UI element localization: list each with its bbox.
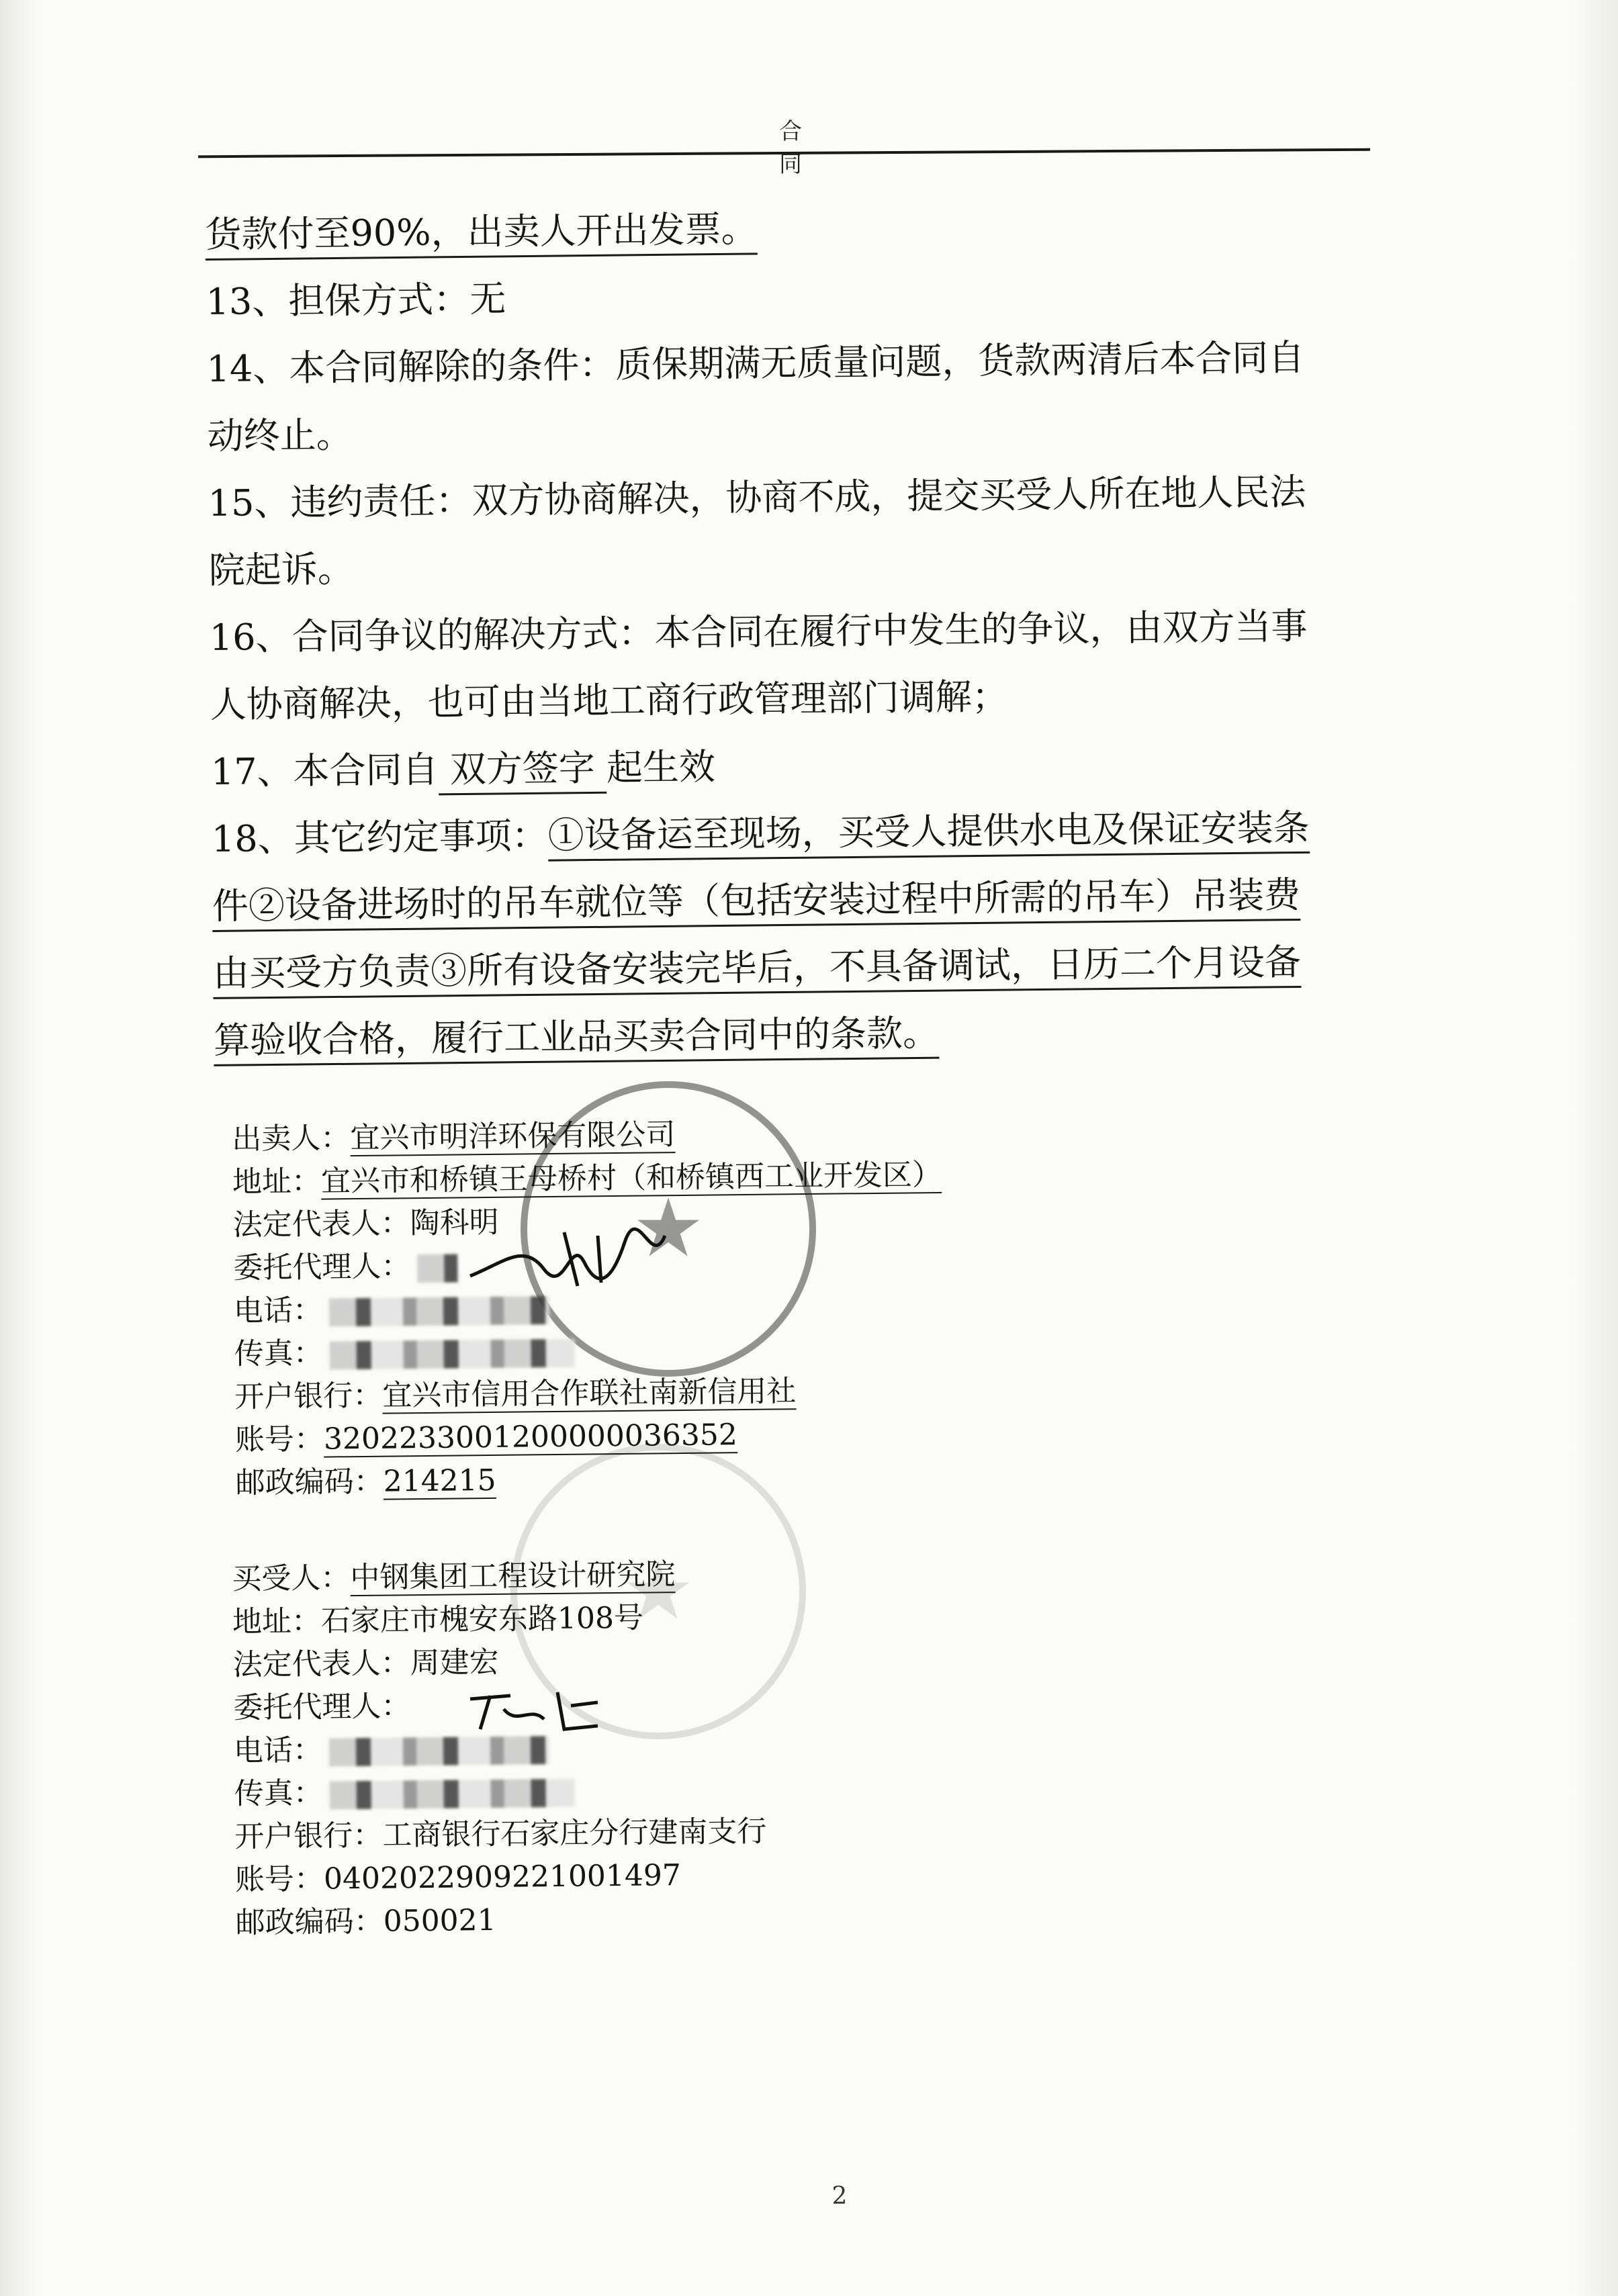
redacted-value [329, 1736, 549, 1766]
buyer-info [232, 1545, 1176, 1945]
clause-text: 件②设备进场时的吊车就位等（包括安装过程中所需的吊车）吊装费 [212, 874, 1301, 932]
seller-field-label: 出卖人： [232, 1121, 351, 1156]
clause-text: 双方签字 [438, 747, 606, 796]
clause-line [208, 457, 1417, 537]
buyer-field-value: 工商银行石家庄分行建南支行 [382, 1814, 767, 1853]
seller-info [232, 1108, 1176, 1505]
clause-text: 起生效 [606, 745, 716, 789]
buyer-field-value: 0402022909221001497 [323, 1858, 682, 1896]
clause-text: 由买受方负责③所有设备安装完毕后，不具备调试，日历二个月设备 [213, 941, 1302, 999]
clause-text: ①设备运至现场，买受人提供水电及保证安装条 [547, 807, 1310, 862]
buyer-field-label: 买受人： [232, 1561, 351, 1596]
clause-text: 18、其它约定事项： [211, 814, 548, 860]
clause-line [205, 189, 1414, 269]
buyer-field-label: 邮政编码： [235, 1904, 384, 1940]
buyer-field-label: 账号： [234, 1862, 324, 1897]
clause-line [206, 256, 1415, 336]
clause-text: 13、担保方式：无 [206, 277, 506, 323]
page-number: 2 [832, 2183, 848, 2210]
clause-text: 动终止。 [207, 413, 353, 457]
clause-line [211, 793, 1421, 873]
redacted-value [329, 1296, 549, 1326]
buyer-field-label: 开户银行： [234, 1818, 383, 1854]
buyer-field-label: 地址： [232, 1604, 322, 1639]
clause-text: 算验收合格，履行工业品买卖合同中的条款。 [214, 1012, 940, 1066]
clause-text: 货款付至90%，出卖人开出发票。 [205, 208, 758, 261]
seller-field-label: 邮政编码： [235, 1464, 384, 1500]
clause-line [206, 323, 1416, 403]
seller-field-label: 委托代理人： [233, 1249, 411, 1285]
clause-text: 院起诉。 [208, 547, 355, 592]
buyer-agent-signature [463, 1679, 611, 1739]
clause-line [214, 995, 1423, 1074]
seller-field-label: 电话： [233, 1293, 323, 1328]
seller-field-value: 宜兴市和桥镇王母桥村（和桥镇西工业开发区） [320, 1157, 942, 1199]
seal-star-icon: ★ [622, 1545, 694, 1638]
buyer-field-label: 传真： [234, 1776, 323, 1811]
seller-field-value: 3202233001200000036352 [323, 1418, 738, 1457]
clause-line [212, 860, 1421, 940]
seller-field-value: 陶科明 [410, 1205, 499, 1241]
buyer-field-value: 石家庄市槐安东路108号 [320, 1600, 644, 1639]
clause-line [207, 390, 1417, 470]
clause-line [210, 726, 1420, 806]
clause-line [209, 592, 1419, 672]
clause-line [208, 524, 1418, 604]
redacted-value [417, 1254, 457, 1283]
seller-field-label: 传真： [234, 1336, 323, 1371]
seller-field-label: 法定代表人： [232, 1206, 410, 1242]
seller-agent-signature [463, 1222, 685, 1296]
seller-field-label: 地址： [232, 1164, 322, 1199]
page-header-title: 合 同 [779, 118, 840, 178]
clause-line [213, 927, 1423, 1007]
seal-star-icon: ★ [632, 1182, 705, 1275]
buyer-field-label: 电话： [233, 1733, 323, 1768]
clause-text: 17、本合同自 [210, 748, 439, 793]
redacted-value [329, 1778, 574, 1809]
contract-clauses [205, 189, 1423, 1074]
buyer-field-value: 050021 [383, 1902, 496, 1939]
buyer-field-label: 委托代理人： [233, 1689, 411, 1725]
redacted-value [329, 1338, 574, 1369]
buyer-field-value: 周建宏 [410, 1645, 499, 1681]
clause-text: 15、违约责任：双方协商解决，协商不成，提交买受人所在地人民法 [208, 470, 1306, 524]
clause-text: 人协商解决，也可由当地工商行政管理部门调解； [210, 675, 1009, 726]
seller-field-value: 宜兴市明洋环保有限公司 [350, 1117, 676, 1156]
seller-field-label: 开户银行： [234, 1378, 383, 1414]
buyer-field-label: 法定代表人： [232, 1646, 410, 1682]
clause-line [210, 659, 1419, 739]
clause-text: 14、本合同解除的条件：质保期满无质量问题，货款两清后本合同自 [206, 336, 1305, 390]
seller-field-label: 账号： [234, 1422, 324, 1457]
seller-field-value: 214215 [383, 1463, 496, 1499]
clause-text: 16、合同争议的解决方式：本合同在履行中发生的争议，由双方当事 [209, 604, 1308, 659]
seller-field-value: 宜兴市信用合作联社南新信用社 [382, 1374, 797, 1413]
buyer-field-value: 中钢集团工程设计研究院 [350, 1557, 676, 1596]
